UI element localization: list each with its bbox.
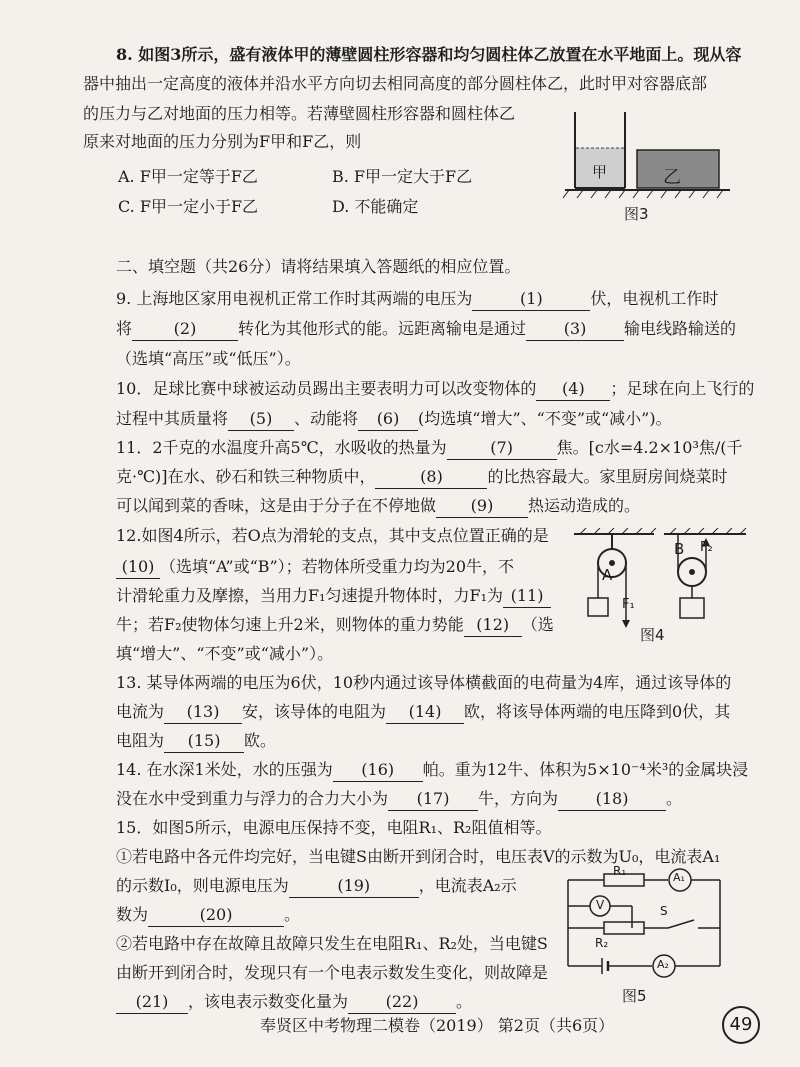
q11-text-c: 焦。[c水=4.2×10³焦/(千 — [556, 438, 743, 457]
figure-3-label-jia: 甲 — [592, 163, 608, 181]
figure-5-label-r2: R₂ — [595, 936, 609, 950]
figure-3-label-yi: 乙 — [663, 167, 681, 188]
blank-12[interactable]: (12) — [464, 614, 522, 637]
blank-14[interactable]: (14) — [386, 701, 464, 724]
q15-text-d: ，电流表A₂示 — [418, 876, 517, 895]
blank-6[interactable]: (6) — [358, 408, 418, 431]
q11-line2 — [116, 466, 728, 489]
q8-option-a: A. F甲一定等于F乙 — [118, 167, 258, 186]
q8-option-d: D. 不能确定 — [332, 197, 419, 216]
q10-line1 — [116, 378, 754, 401]
q8-line2: 器中抽出一定高度的液体并沿水平方向切去相同高度的部分圆柱体乙，此时甲对容器底部 — [83, 74, 708, 93]
q15-line3 — [116, 875, 517, 898]
q13-text-b: 电流为 — [116, 702, 165, 721]
figure-5-label-a1: A₁ — [673, 871, 685, 884]
q14-line2 — [116, 788, 682, 811]
q10-line2 — [116, 408, 672, 431]
blank-3[interactable]: (3) — [526, 318, 624, 341]
q11-text-d: 克·℃)]在水、砂石和铁三种物质中， — [116, 467, 376, 486]
q12-line4 — [116, 614, 554, 637]
q9-text-a: 9. 上海地区家用电视机正常工作时其两端的电压为 — [116, 289, 473, 308]
figure-5-label-a2: A₂ — [657, 958, 669, 971]
q15-text-j: 。 — [456, 992, 473, 1011]
q9-line2 — [116, 318, 736, 341]
q15-line1: 15．如图5所示，电源电压保持不变，电阻R₁、R₂阻值相等。 — [116, 818, 552, 837]
q9-text-c: 伏，电视机工作时 — [590, 289, 719, 308]
q13-text-c: 安，该导体的电阻为 — [242, 702, 387, 721]
blank-10[interactable]: (10) — [116, 556, 160, 579]
blank-9[interactable]: (9) — [436, 495, 528, 518]
q14-text-c: 没在水中受到重力与浮力的合力大小为 — [116, 789, 389, 808]
figure-5-caption: 图5 — [622, 987, 647, 1005]
q15-text-f: 。 — [284, 905, 301, 924]
q14-text-d: 牛，方向为 — [478, 789, 559, 808]
figure-4-label-b: B — [674, 540, 685, 558]
q15-text-i: ，该电表示数变化量为 — [188, 992, 349, 1011]
q10-text-c: ；足球在向上飞行的 — [610, 379, 755, 398]
q13-line1: 13. 某导体两端的电压为6伏，10秒内通过该导体横截面的电荷量为4库，通过该导体的 — [116, 673, 732, 692]
q12-line2 — [116, 556, 514, 579]
blank-15[interactable]: (15) — [164, 730, 244, 753]
q10-text-f: (均选填“增大”、“不变”或“减小”)。 — [418, 409, 672, 428]
q14-line1 — [116, 759, 748, 782]
q9-line1 — [116, 288, 718, 311]
q14-text-b: 帕。重为12牛、体积为5×10⁻⁴米³的金属块浸 — [422, 760, 749, 779]
q13-text-d: 欧，将该导体两端的电压降到0伏，其 — [464, 702, 731, 721]
q15-line4 — [116, 904, 300, 927]
figure-4-label-f1: F₁ — [622, 597, 635, 612]
q11-line1 — [116, 437, 743, 460]
figure-5-label-v: V — [596, 898, 605, 912]
blank-19[interactable]: (19) — [289, 875, 419, 898]
blank-21[interactable]: (21) — [116, 991, 188, 1014]
blank-4[interactable]: (4) — [536, 378, 610, 401]
figure-4-label-f2: F₂ — [700, 540, 713, 555]
section-2-heading: 二、填空题（共26分）请将结果填入答题纸的相应位置。 — [116, 257, 521, 276]
q11-text-e: 的比热容最大。家里厨房间烧菜时 — [487, 467, 728, 486]
q15-line5: ②若电路中存在故障且故障只发生在电阻R₁、R₂处，当电键S — [116, 934, 548, 953]
q11-text-g: 热运动造成的。 — [528, 496, 641, 515]
blank-17[interactable]: (17) — [388, 788, 478, 811]
q10-text-a: 10．足球比赛中球被运动员踢出主要表明力可以改变物体的 — [116, 379, 537, 398]
q15-line2: ①若电路中各元件均完好，当电键S由断开到闭合时，电压表V的示数为U₀，电流表A₁ — [116, 847, 721, 866]
blank-1[interactable]: (1) — [472, 288, 590, 311]
q12-text-e: （选 — [521, 615, 554, 634]
blank-7[interactable]: (7) — [447, 437, 557, 460]
q14-text-a: 14. 在水深1米处，水的压强为 — [116, 760, 333, 779]
blank-22[interactable]: (22) — [348, 991, 456, 1014]
figure-3-caption: 图3 — [624, 205, 649, 223]
q12-text-b: （选填“A”或“B”）；若物体所受重力均为20牛，不 — [160, 557, 515, 576]
q11-text-f: 可以闻到菜的香味，这是由于分子在不停地做 — [116, 496, 437, 515]
page-number-badge: 49 — [722, 1006, 760, 1044]
blank-20[interactable]: (20) — [148, 904, 284, 927]
blank-2[interactable]: (2) — [132, 318, 238, 341]
blank-16[interactable]: (16) — [333, 759, 423, 782]
figure-5-label-r1: R₁ — [613, 864, 627, 878]
figure-5-label-s: S — [660, 904, 668, 918]
figure-5-circuit — [556, 862, 732, 980]
q12-text-d: 牛；若F₂使物体匀速上升2米，则物体的重力势能 — [116, 615, 464, 634]
q11-line3 — [116, 495, 640, 518]
blank-5[interactable]: (5) — [228, 408, 294, 431]
blank-8[interactable]: (8) — [375, 466, 487, 489]
q9-line3: （选填“高压”或“低压”）。 — [116, 349, 301, 368]
q15-text-c: 的示数I₀，则电源电压为 — [116, 876, 289, 895]
blank-11[interactable]: (11) — [503, 585, 551, 608]
q9-text-d: 将 — [116, 319, 133, 338]
q12-text-c: 计滑轮重力及摩擦，当用力F₁匀速提升物体时，力F₁为 — [116, 586, 504, 605]
q13-line2 — [116, 701, 730, 724]
q10-text-d: 过程中其质量将 — [116, 409, 229, 428]
q13-text-e: 电阻为 — [116, 731, 165, 750]
blank-13[interactable]: (13) — [164, 701, 242, 724]
q14-text-e: 。 — [666, 789, 683, 808]
q12-line3 — [116, 585, 551, 608]
q13-line3 — [116, 730, 276, 753]
q8-line4: 原来对地面的压力分别为F甲和F乙，则 — [83, 132, 362, 151]
q12-line5: 填“增大”、“不变”或“减小”）。 — [116, 644, 334, 663]
q10-text-e: 、动能将 — [294, 409, 359, 428]
q12-line1: 12.如图4所示，若O点为滑轮的支点，其中支点位置正确的是 — [116, 526, 549, 545]
q15-line6: 由断开到闭合时，发现只有一个电表示数发生变化，则故障是 — [116, 963, 549, 982]
q8-option-c: C. F甲一定小于F乙 — [118, 197, 259, 216]
page-footer: 奉贤区中考物理二模卷（2019） 第2页（共6页） — [260, 1016, 615, 1035]
figure-4-label-a: A — [602, 566, 613, 584]
q13-text-f: 欧。 — [244, 731, 277, 750]
blank-18[interactable]: (18) — [558, 788, 666, 811]
q9-text-e: 转化为其他形式的能。远距离输电是通过 — [238, 319, 527, 338]
q8-option-b: B. F甲一定大于F乙 — [332, 167, 473, 186]
q15-text-e: 数为 — [116, 905, 149, 924]
q8-line1: 8. 如图3所示，盛有液体甲的薄壁圆柱形容器和均匀圆柱体乙放置在水平地面上。现从容 — [116, 45, 742, 64]
q11-text-a: 11．2千克的水温度升高5℃，水吸收的热量为 — [116, 438, 447, 457]
q8-line3: 的压力与乙对地面的压力相等。若薄壁圆柱形容器和圆柱体乙 — [83, 104, 516, 123]
figure-4-caption: 图4 — [640, 626, 665, 644]
q15-line7 — [116, 991, 472, 1014]
q9-text-f: 输电线路输送的 — [624, 319, 737, 338]
